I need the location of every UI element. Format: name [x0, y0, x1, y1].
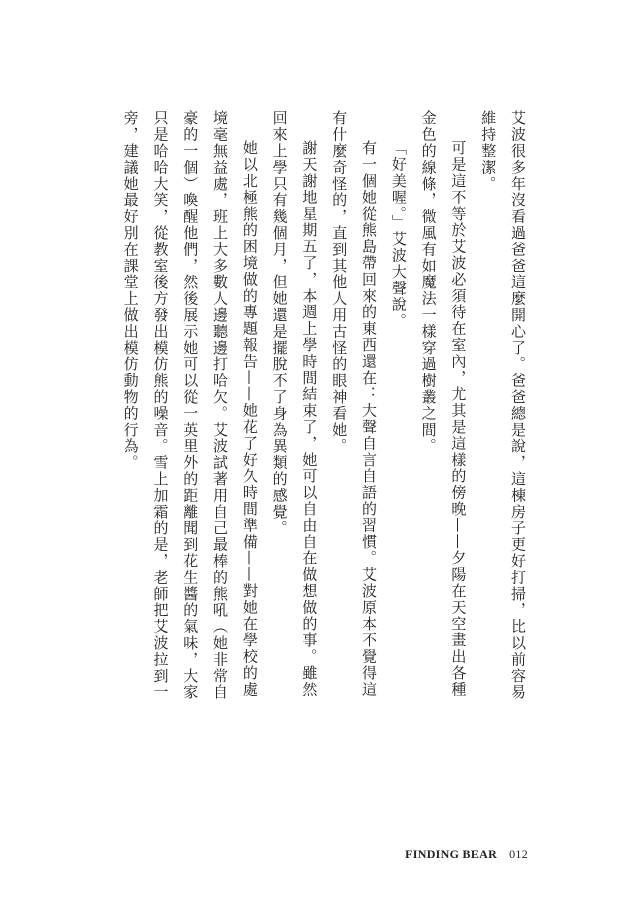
paragraph: 謝天謝地星期五了，本週上學時間結束了，她可以自由自在做想做的事。雖然回來上學只有幾個月，但她還是擺脫不了身為異類的感覺。	[270, 110, 319, 698]
paragraph: 她以北極熊的困境做的專題報告——她花了好久時間準備——對她在學校的處境毫無益處，班上大多數人邊聽邊打哈欠。艾波試著用自己最棒的熊吼（她非常自豪的一個）喚醒他們，然後展示她可以從一英里外的距離聞到花生醬的氣味，大家只是哈哈大笑，從教室後方發出模仿熊的噪音。雪上加霜的是，老師把艾波拉到一旁，建議她最好別在課堂上做出模仿動物的行為。	[121, 110, 259, 701]
body-text	[102, 110, 532, 706]
paragraph: 有一個她從熊島帶回來的東西還在：大聲自言自語的習慣。艾波原本不覺得這有什麼奇怪的，直到其他人用古怪的眼神看她。	[330, 110, 379, 698]
running-title: FINDING BEAR	[405, 847, 498, 861]
page-number: 012	[509, 847, 528, 861]
paragraph: 「好美喔。」艾波大聲說。	[389, 140, 408, 330]
page-footer	[405, 847, 528, 862]
paragraph: 艾波很多年沒看過爸爸這麼開心了。爸爸總是說，這棟房子更好打掃，比以前容易維持整潔。	[479, 110, 527, 701]
paragraph: 可是這不等於艾波必須待在室內，尤其是這樣的傍晚——夕陽在天空畫出各種金色的線條，微風有如魔法一樣穿過樹叢之間。	[419, 110, 468, 698]
